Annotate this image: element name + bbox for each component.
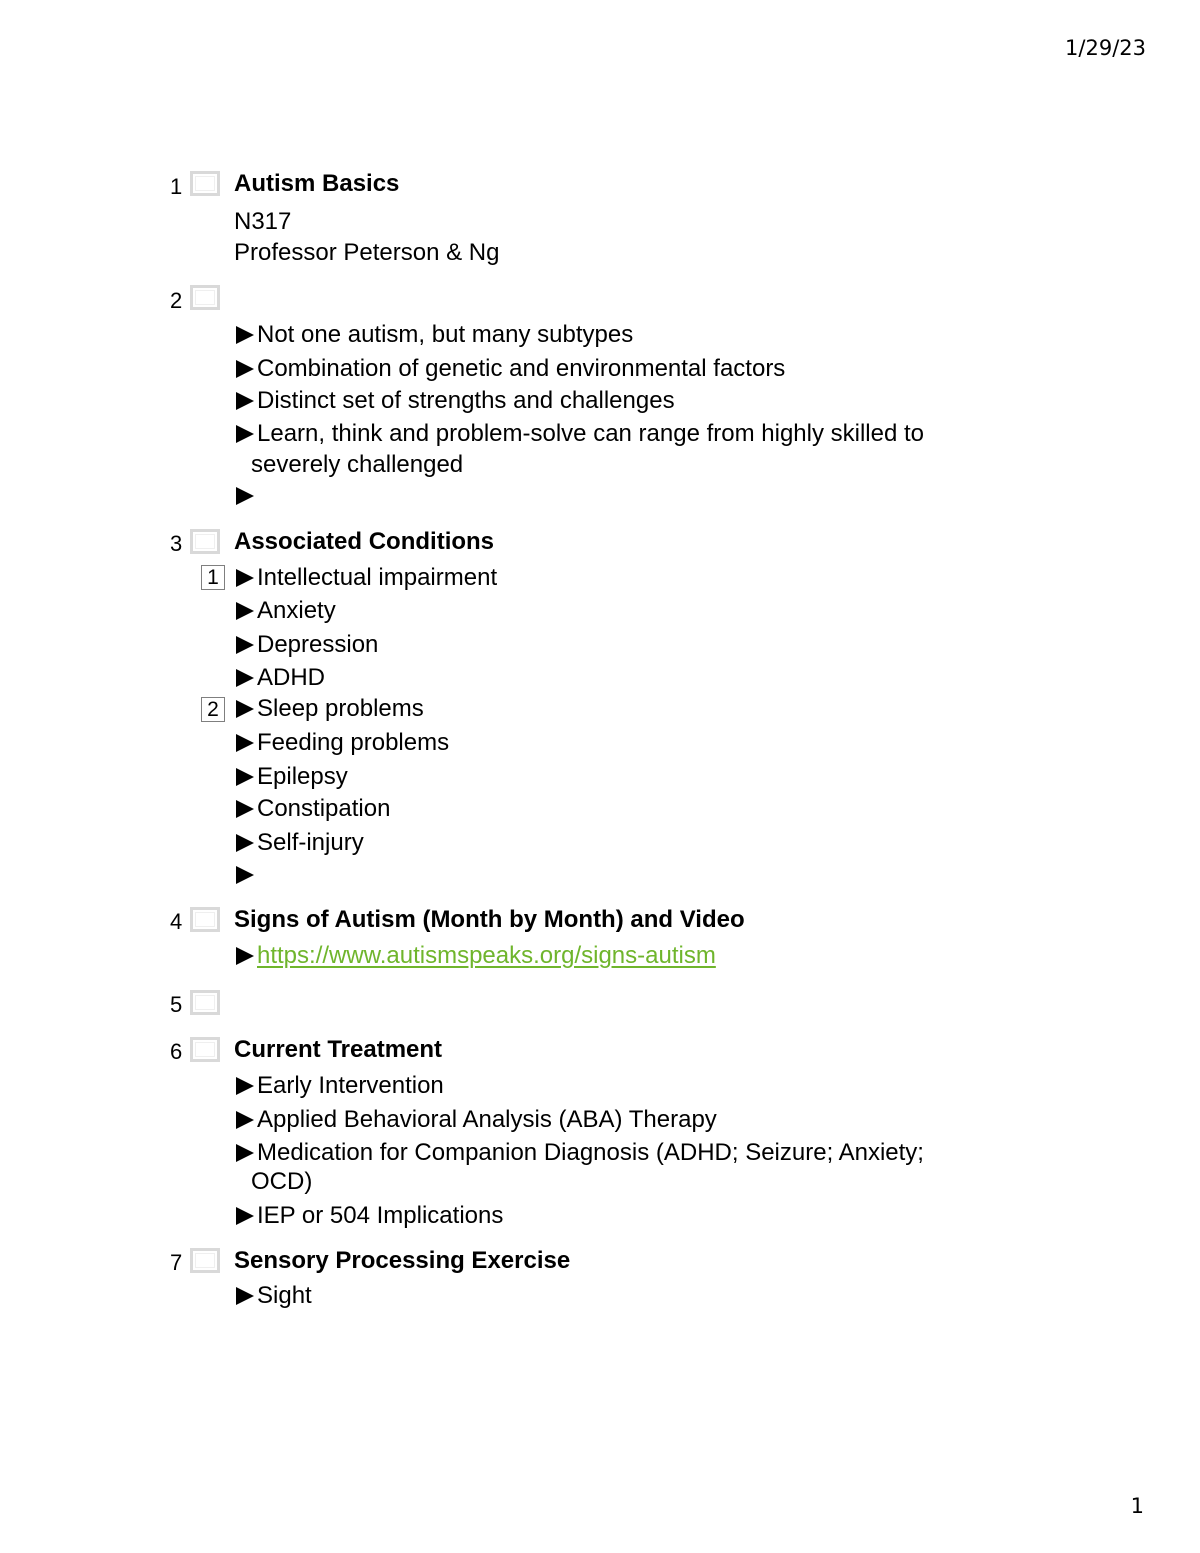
bullet-item: IEP or 504 Implications: [236, 1202, 503, 1230]
bullet-item: Sleep problems: [236, 695, 424, 723]
bullet-arrow-icon: [236, 360, 254, 378]
slide-thumbnail[interactable]: [190, 907, 220, 932]
bullet-arrow-icon: [236, 636, 254, 654]
bullet-item: Medication for Companion Diagnosis (ADHD; Seizure; Anxiety;: [236, 1139, 924, 1167]
bullet-item: Epilepsy: [236, 763, 348, 791]
bullet-arrow-icon: [236, 569, 254, 587]
bullet-item: Intellectual impairment: [236, 564, 497, 592]
slide-thumbnail[interactable]: [190, 285, 220, 310]
slide-thumbnail[interactable]: [190, 990, 220, 1015]
bullet-arrow-icon: [236, 425, 254, 443]
bullet-continuation: severely challenged: [251, 451, 464, 478]
instructors: Professor Peterson & Ng: [234, 239, 500, 266]
slide-thumbnail[interactable]: [190, 529, 220, 554]
annotation-marker[interactable]: 1: [201, 565, 225, 590]
slide-number: 5: [170, 992, 183, 1017]
bullet-arrow-icon: [236, 1077, 254, 1095]
bullet-arrow-icon: [236, 768, 254, 786]
page-date: 1/29/23: [1065, 36, 1146, 60]
slide-number: 2: [170, 288, 183, 313]
bullet-continuation: OCD): [251, 1168, 313, 1195]
bullet-arrow-icon: [236, 487, 254, 505]
bullet-item: Sight: [236, 1282, 312, 1310]
bullet-arrow-icon: [236, 834, 254, 852]
bullet-arrow-icon: [236, 700, 254, 718]
slide-thumbnail[interactable]: [190, 1248, 220, 1273]
annotation-marker[interactable]: 2: [201, 697, 225, 722]
page-number: 1: [1130, 1494, 1144, 1518]
bullet-arrow-icon: [236, 602, 254, 620]
bullet-item: [236, 482, 257, 510]
bullet-arrow-icon: [236, 734, 254, 752]
bullet-item: Anxiety: [236, 597, 336, 625]
bullet-item: Applied Behavioral Analysis (ABA) Therapy: [236, 1106, 717, 1134]
bullet-item: Distinct set of strengths and challenges: [236, 387, 675, 415]
bullet-item: Learn, think and problem-solve can range from highly skilled to: [236, 420, 924, 448]
bullet-item: [236, 942, 716, 970]
slide-title: Autism Basics: [234, 170, 400, 197]
slide-thumbnail[interactable]: [190, 171, 220, 196]
bullet-item: Self-injury: [236, 829, 364, 857]
bullet-item: Not one autism, but many subtypes: [236, 321, 633, 349]
bullet-arrow-icon: [236, 1287, 254, 1305]
slide-number: 1: [170, 174, 183, 199]
bullet-item: [236, 861, 257, 889]
slide-number: 7: [170, 1250, 183, 1275]
course-code: N317: [234, 208, 292, 235]
bullet-arrow-icon: [236, 1111, 254, 1129]
signs-autism-link[interactable]: https://www.autismspeaks.org/signs-autism: [257, 942, 716, 969]
slide-number: 6: [170, 1039, 183, 1064]
slide-number: 4: [170, 909, 183, 934]
bullet-arrow-icon: [236, 392, 254, 410]
bullet-arrow-icon: [236, 947, 254, 965]
bullet-item: ADHD: [236, 664, 325, 692]
bullet-arrow-icon: [236, 326, 254, 344]
bullet-arrow-icon: [236, 1144, 254, 1162]
bullet-arrow-icon: [236, 1207, 254, 1225]
bullet-item: Combination of genetic and environmental factors: [236, 355, 785, 383]
bullet-arrow-icon: [236, 866, 254, 884]
bullet-arrow-icon: [236, 669, 254, 687]
slide-thumbnail[interactable]: [190, 1037, 220, 1062]
slide-title: Current Treatment: [234, 1036, 443, 1063]
slide-title: Sensory Processing Exercise: [234, 1247, 571, 1274]
bullet-item: Feeding problems: [236, 729, 449, 757]
bullet-item: Depression: [236, 631, 378, 659]
bullet-item: Early Intervention: [236, 1072, 444, 1100]
bullet-item: Constipation: [236, 795, 390, 823]
bullet-arrow-icon: [236, 800, 254, 818]
slide-number: 3: [170, 531, 183, 556]
slide-title: Signs of Autism (Month by Month) and Video: [234, 906, 745, 933]
slide-title: Associated Conditions: [234, 528, 495, 555]
